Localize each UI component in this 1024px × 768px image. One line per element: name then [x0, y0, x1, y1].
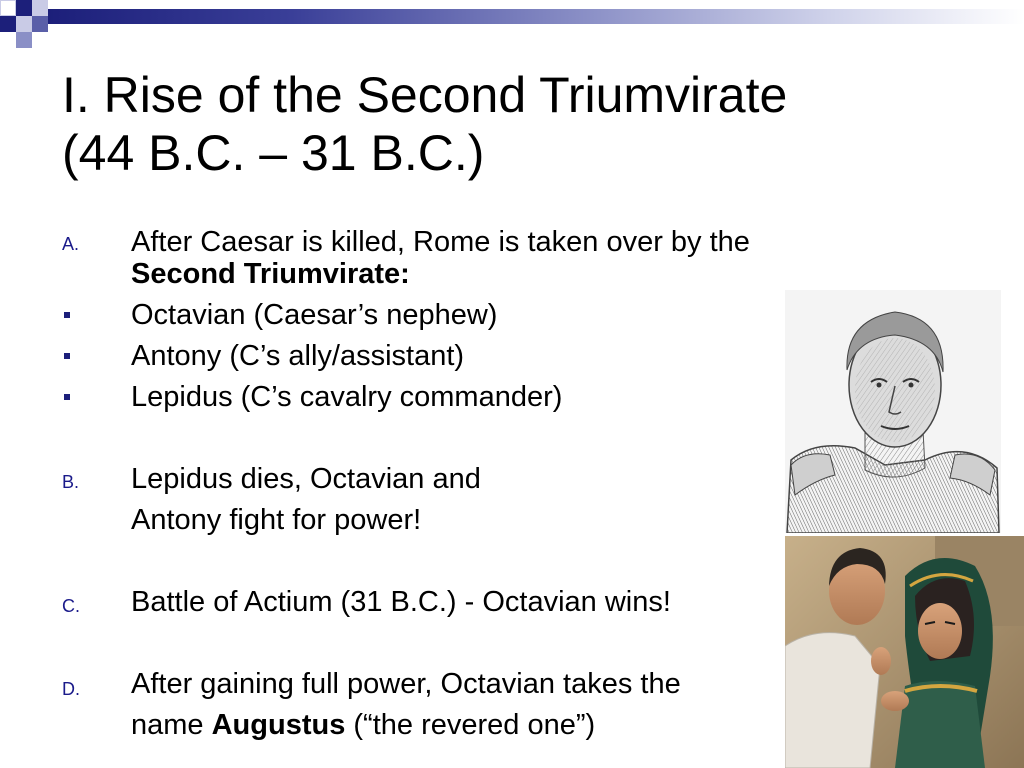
bullet-icon — [64, 394, 70, 400]
octavian-bust-illustration — [785, 290, 1001, 533]
bullet-octavian: Octavian (Caesar’s nephew) — [131, 299, 498, 331]
item-marker-c: C. — [62, 596, 80, 616]
octavian-bust-image — [785, 290, 1001, 533]
item-a-line-1: After Caesar is killed, Rome is taken over by the — [131, 226, 750, 258]
item-b-line-1: Lepidus dies, Octavian and — [131, 463, 481, 495]
bullet-icon — [64, 353, 70, 359]
item-marker-a: A. — [62, 234, 80, 254]
item-d-name-suffix: (“the revered one”) — [345, 709, 596, 741]
title-line-2: (44 B.C. – 31 B.C.) — [62, 125, 485, 181]
bullet-icon — [64, 312, 70, 318]
bullet-antony: Antony (C’s ally/assistant) — [131, 340, 465, 372]
title-line-1: I. Rise of the Second Triumvirate — [62, 67, 788, 123]
item-d-line-1: After gaining full power, Octavian takes the — [131, 668, 681, 700]
bullet-lepidus: Lepidus (C’s cavalry commander) — [131, 381, 563, 413]
item-d-augustus: Augustus — [211, 709, 346, 741]
item-d-name-prefix: name — [131, 709, 212, 741]
antony-cleopatra-photo — [785, 536, 1024, 768]
item-marker-b: B. — [62, 472, 80, 492]
item-a-line-2: Second Triumvirate: — [131, 258, 410, 290]
antony-cleopatra-illustration — [785, 536, 1024, 768]
item-b-line-2: Antony fight for power! — [131, 504, 422, 536]
item-marker-d: D. — [62, 679, 80, 699]
item-c-line-1: Battle of Actium (31 B.C.) - Octavian wins! — [131, 586, 671, 618]
item-d-line-2 — [131, 709, 595, 741]
